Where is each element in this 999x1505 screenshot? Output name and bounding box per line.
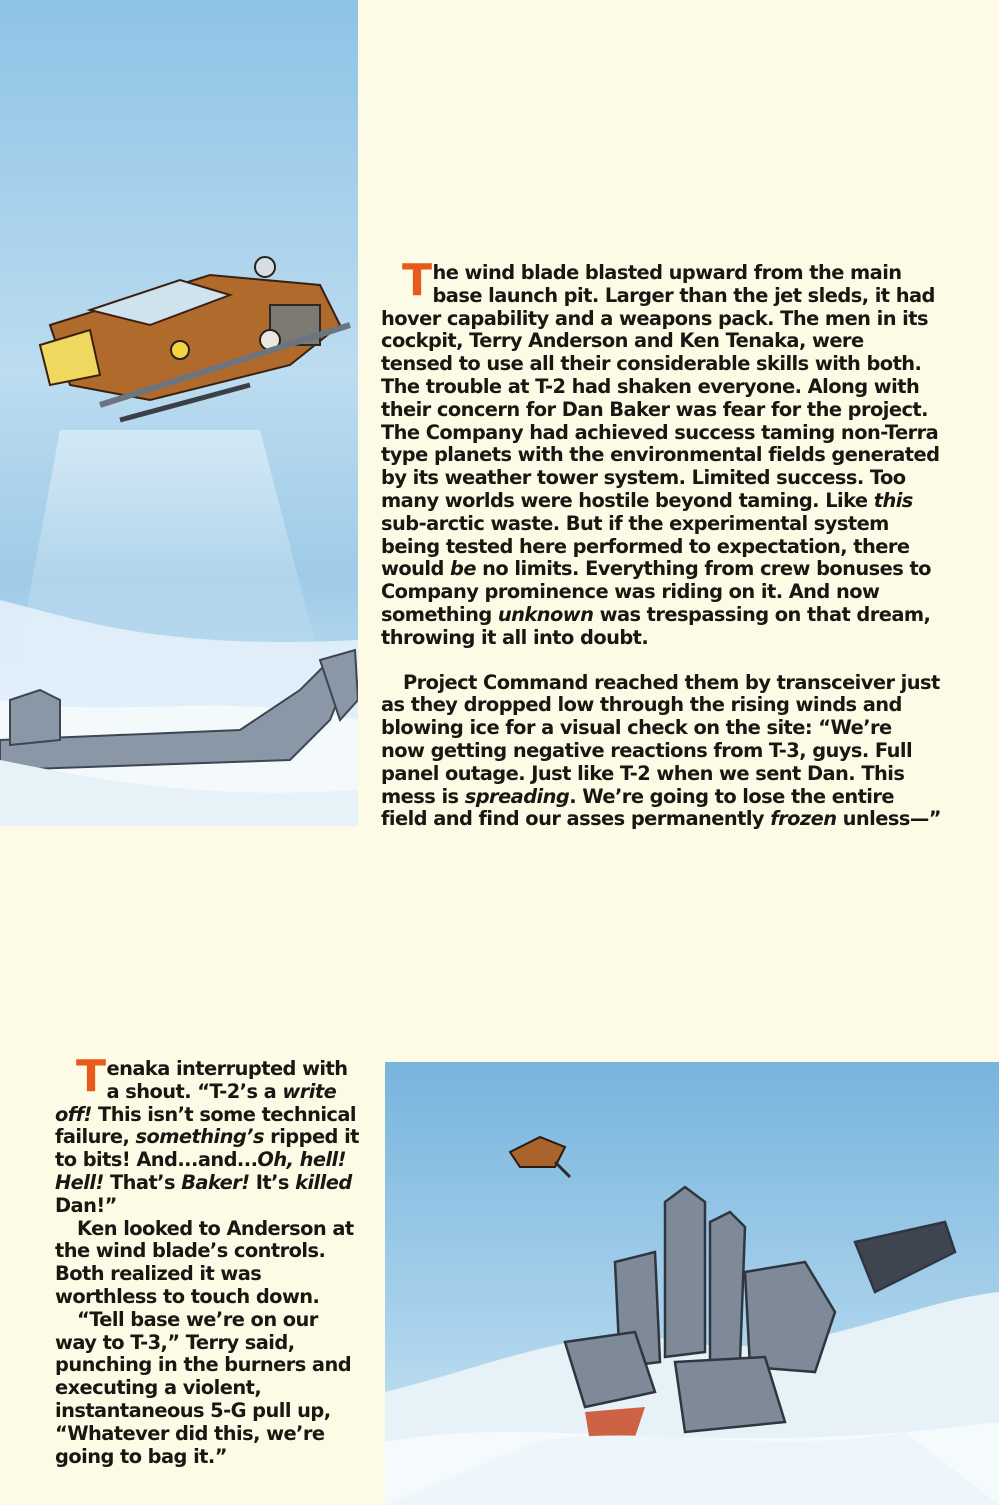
bottom-text-block xyxy=(55,1051,360,1468)
drop-cap: T xyxy=(402,255,432,306)
bottom-paragraph-1 xyxy=(55,1051,360,1218)
paragraph-body: Ken looked to Anderson at the wind blade’s controls. Both realized it was worthless to touch down. xyxy=(55,1216,354,1308)
top-paragraph-2 xyxy=(381,672,941,832)
paragraph-body: he wind blade blasted upward from the main base launch pit. Larger than the jet sleds, it had hover capability and a weapons pack. The men in its cockpit, Terry Anderson and Ken Tenaka, were tensed to use all their considerable skills with both. The trouble at T-2 had shaken everyone. Along with their concern for Dan Baker was fear for the project. The Company had achieved success taming non-Terra type planets with the environmental fields generated by its weather tower system. Limited success. Too many worlds were hostile beyond taming. Like this sub-arctic waste. But if the experimental system being tested here performed to expectation, there would be no limits. Everything from crew bonuses to Company prominence was riding on it. And now something unknown was trespassing on that dream, throwing it all into doubt. xyxy=(381,261,940,649)
wrecked-weather-tower-illustration xyxy=(385,1062,999,1505)
bottom-paragraph-2 xyxy=(55,1218,360,1309)
top-text-block xyxy=(381,255,941,831)
drop-cap: T xyxy=(76,1051,106,1102)
paragraph-body: enaka interrupted with a shout. “T-2’s a write off! This isn’t some technical failure, something’s ripped it to bits! And...and...Oh, hell! Hell! That’s Baker! It’s killed Dan!” xyxy=(55,1057,359,1217)
wind-blade-craft-over-ice-illustration xyxy=(0,0,358,826)
paragraph-body: “Tell base we’re on our way to T-3,” Terry said, punching in the burners and executing a violent, instantaneous 5-G pull up, “Whatever did this, we’re going to bag it.” xyxy=(55,1307,352,1468)
bottom-paragraph-3 xyxy=(55,1309,360,1469)
top-paragraph-1 xyxy=(381,255,941,650)
paragraph-body: Project Command reached them by transceiver just as they dropped low through the rising winds and blowing ice for a visual check on the site: “We’re now getting negative reactions from T-3, guys. Full panel outage. Just like T-2 when we sent Dan. This mess is spreading. We’re going to lose the entire field and find our asses permanently frozen unless—” xyxy=(381,670,941,831)
